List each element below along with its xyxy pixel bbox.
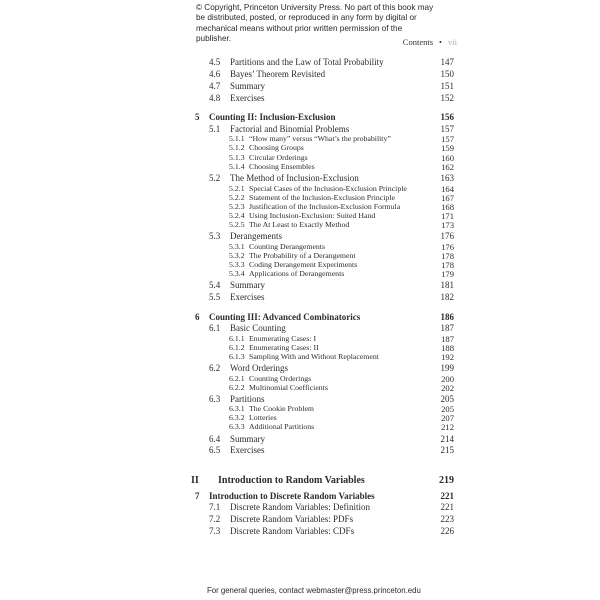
- entry-number: 4.6: [209, 69, 221, 79]
- running-head-page: vii: [448, 37, 457, 47]
- entry-title: Discrete Random Variables: Definition: [230, 502, 371, 512]
- entry-number: 4.7: [209, 81, 221, 91]
- entry-title: Discrete Random Variables: CDFs: [230, 526, 355, 536]
- entry-title: Enumerating Cases: I: [249, 334, 317, 343]
- entry-page: 179: [441, 269, 454, 279]
- entry-number: 4.8: [209, 93, 221, 103]
- entry-page: 214: [440, 434, 454, 444]
- entry-page: 157: [441, 134, 454, 144]
- entry-page: 187: [441, 334, 454, 344]
- bullet-separator: •: [439, 37, 443, 47]
- entry-page: 226: [440, 526, 454, 536]
- entry-title: Partitions and the Law of Total Probability: [230, 57, 384, 67]
- entry-title: Circular Orderings: [249, 153, 308, 162]
- entry-title: Summary: [230, 434, 265, 444]
- entry-number: 5.1.3: [229, 153, 245, 162]
- entry-number: 6.1.1: [229, 334, 245, 343]
- entry-number: 5.2.1: [229, 184, 245, 193]
- entry-number: II: [191, 475, 199, 486]
- entry-number: 7.1: [209, 502, 221, 512]
- entry-title: Summary: [230, 81, 265, 91]
- entry-number: 5.1: [209, 124, 221, 134]
- entry-number: 6.1.2: [229, 343, 245, 352]
- entry-number: 5.1.4: [229, 162, 245, 171]
- entry-title: Summary: [230, 280, 265, 290]
- entry-number: 6.5: [209, 445, 221, 455]
- toc-entry-section: [0, 93, 600, 105]
- entry-title: The Probability of a Derangement: [249, 251, 356, 260]
- entry-number: 5.1.1: [229, 134, 245, 143]
- entry-page: 147: [440, 57, 454, 67]
- entry-number: 7.3: [209, 526, 221, 536]
- entry-page: 221: [440, 502, 454, 512]
- entry-page: 150: [440, 69, 454, 79]
- entry-number: 5.1.2: [229, 143, 245, 152]
- entry-number: 6.3: [209, 394, 221, 404]
- entry-page: 178: [441, 260, 454, 270]
- entry-number: 6.1: [209, 323, 221, 333]
- entry-page: 181: [440, 280, 454, 290]
- entry-number: 6.3.1: [229, 404, 245, 413]
- entry-page: 202: [441, 383, 454, 393]
- entry-number: 5.3: [209, 231, 221, 241]
- toc-entry-section: [0, 292, 600, 304]
- entry-number: 7.2: [209, 514, 221, 524]
- entry-title: Justification of the Inclusion-Exclusion Formula: [249, 202, 401, 211]
- entry-page: 152: [440, 93, 454, 103]
- entry-title: Special Cases of the Inclusion-Exclusion Principle: [249, 184, 407, 193]
- entry-title: Counting Orderings: [249, 374, 312, 383]
- entry-title: Coding Derangement Experiments: [249, 260, 358, 269]
- toc-entry-section: [0, 280, 600, 292]
- entry-title: “How many” versus “What’s the probability”: [249, 134, 391, 143]
- entry-page: 205: [440, 394, 454, 404]
- entry-title: Additional Partitions: [249, 422, 315, 431]
- entry-page: 187: [440, 323, 454, 333]
- entry-page: 192: [441, 352, 454, 362]
- entry-page: 157: [440, 124, 454, 134]
- entry-number: 4.5: [209, 57, 221, 67]
- entry-title: Partitions: [230, 394, 265, 404]
- entry-title: Exercises: [230, 292, 265, 302]
- entry-page: 212: [441, 422, 454, 432]
- entry-page: 163: [440, 173, 454, 183]
- entry-title: Discrete Random Variables: PDFs: [230, 514, 354, 524]
- entry-title: Introduction to Discrete Random Variables: [209, 491, 375, 501]
- toc-entry-section: [0, 445, 600, 457]
- entry-number: 5.2.2: [229, 193, 245, 202]
- entry-page: 168: [441, 202, 454, 212]
- toc-entry-section: [0, 57, 600, 69]
- entry-title: Lotteries: [249, 413, 277, 422]
- entry-number: 5.5: [209, 292, 221, 302]
- entry-page: 207: [441, 413, 454, 423]
- entry-title: Exercises: [230, 93, 265, 103]
- entry-page: 159: [441, 143, 454, 153]
- entry-page: 176: [440, 231, 454, 241]
- entry-title: Bayes’ Theorem Revisited: [230, 69, 326, 79]
- copyright-notice: © Copyright, Princeton University Press. No part of this book may be distributed, posted, or reproduced in any form by digital or mechanical means without prior written permission of the publisher.: [196, 3, 434, 44]
- entry-page: 176: [441, 242, 454, 252]
- entry-number: 6.3.2: [229, 413, 245, 422]
- entry-number: 5.4: [209, 280, 221, 290]
- entry-number: 5.2.5: [229, 220, 245, 229]
- entry-number: 5.3.4: [229, 269, 245, 278]
- footer-contact: For general queries, contact webmaster@press.princeton.edu: [207, 586, 421, 595]
- toc-entry-section: [0, 81, 600, 93]
- entry-page: 199: [440, 363, 454, 373]
- entry-title: Using Inclusion-Exclusion: Suited Hand: [249, 211, 376, 220]
- entry-title: Introduction to Random Variables: [218, 475, 365, 486]
- entry-title: Basic Counting: [230, 323, 286, 333]
- entry-title: Counting II: Inclusion-Exclusion: [209, 112, 336, 122]
- entry-number: 6.3.3: [229, 422, 245, 431]
- entry-page: 156: [440, 112, 454, 122]
- entry-number: 5.3.3: [229, 260, 245, 269]
- entry-number: 5.3.2: [229, 251, 245, 260]
- entry-page: 205: [441, 404, 454, 414]
- entry-title: Exercises: [230, 445, 265, 455]
- entry-number: 5.2.4: [229, 211, 245, 220]
- entry-title: Derangements: [230, 231, 282, 241]
- toc-entry-section: [0, 514, 600, 526]
- entry-title: Enumerating Cases: II: [249, 343, 319, 352]
- entry-page: 164: [441, 184, 454, 194]
- entry-number: 5.3.1: [229, 242, 245, 251]
- entry-number: 5: [195, 112, 200, 122]
- entry-number: 5.2: [209, 173, 221, 183]
- entry-page: 171: [441, 211, 454, 221]
- entry-page: 173: [441, 220, 454, 230]
- entry-page: 167: [441, 193, 454, 203]
- entry-title: Choosing Groups: [249, 143, 304, 152]
- entry-page: 215: [440, 445, 454, 455]
- entry-page: 151: [440, 81, 454, 91]
- entry-title: Multinomial Coefficients: [249, 383, 328, 392]
- entry-page: 188: [441, 343, 454, 353]
- entry-page: 186: [440, 312, 454, 322]
- entry-title: Word Orderings: [230, 363, 289, 373]
- entry-title: Statement of the Inclusion-Exclusion Principle: [249, 193, 395, 202]
- entry-title: Counting Derangements: [249, 242, 326, 251]
- entry-number: 7: [195, 491, 200, 501]
- entry-number: 6.4: [209, 434, 221, 444]
- entry-number: 6.2.1: [229, 374, 245, 383]
- entry-title: The Cookie Problem: [249, 404, 314, 413]
- entry-title: Applications of Derangements: [249, 269, 345, 278]
- entry-number: 6.2.2: [229, 383, 245, 392]
- entry-title: Sampling With and Without Replacement: [249, 352, 379, 361]
- entry-number: 6.2: [209, 363, 221, 373]
- entry-title: The At Least to Exactly Method: [249, 220, 350, 229]
- entry-title: Factorial and Binomial Problems: [230, 124, 350, 134]
- entry-page: 221: [440, 491, 454, 501]
- toc-entry-section: [0, 526, 600, 538]
- entry-number: 6.1.3: [229, 352, 245, 361]
- entry-title: The Method of Inclusion-Exclusion: [230, 173, 359, 183]
- toc-entry-part: [0, 475, 600, 487]
- entry-number: 5.2.3: [229, 202, 245, 211]
- toc-entry-sub: [0, 422, 600, 434]
- entry-title: Counting III: Advanced Combinatorics: [209, 312, 361, 322]
- entry-page: 219: [439, 475, 454, 486]
- entry-number: 6: [195, 312, 200, 322]
- toc-entry-section: [0, 502, 600, 514]
- entry-page: 160: [441, 153, 454, 163]
- toc-entry-chapter: [0, 112, 600, 124]
- entry-page: 200: [441, 374, 454, 384]
- entry-page: 182: [440, 292, 454, 302]
- entry-page: 223: [440, 514, 454, 524]
- entry-title: Choosing Ensembles: [249, 162, 315, 171]
- entry-page: 162: [441, 162, 454, 172]
- running-head-label: Contents: [402, 37, 434, 47]
- toc-entry-section: [0, 69, 600, 81]
- entry-page: 178: [441, 251, 454, 261]
